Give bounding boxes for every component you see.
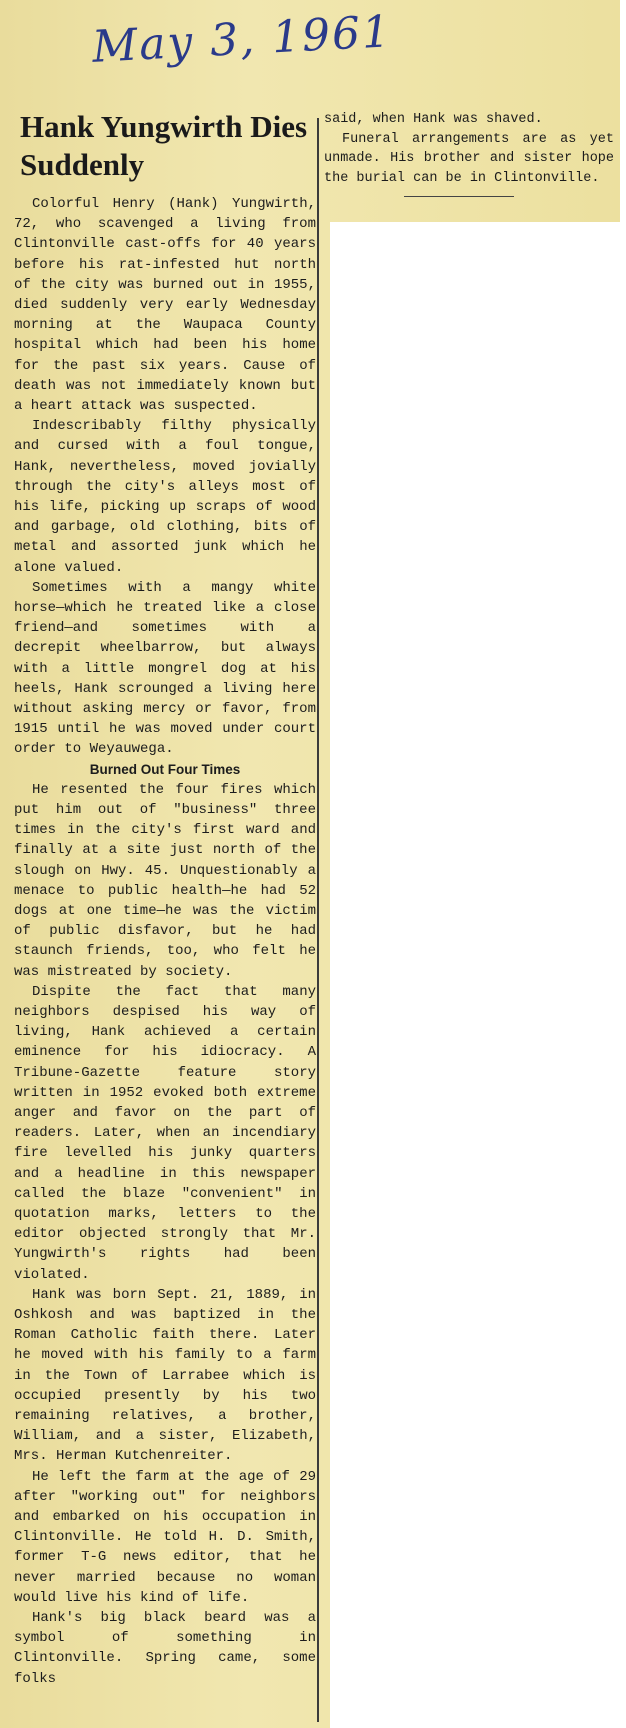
paragraph: Hank was born Sept. 21, 1889, in Oshkosh and was baptized in the Roman Catholic faith there. Later he moved with his family to a farm in the Town of Larrabee which is occupied presently by his two remaining relatives, a brother, William, and a sister, Elizabeth, Mrs. Herman Kutchenreiter. [14, 1286, 316, 1465]
blank-area [330, 222, 626, 1728]
paragraph: Funeral arrangements are as yet unmade. His brother and sister hope the burial can be in Clintonville. [324, 131, 614, 186]
subheading: Burned Out Four Times [89, 761, 241, 777]
article-left-column [14, 108, 316, 1689]
paragraph: Sometimes with a mangy white horse—which he treated like a close friend—and sometimes with a decrepit wheelbarrow, but always with a little mongrel dog at his heels, Hank scrounged a living here without asking mercy or favor, from 1915 until he was moved under court order to Weyauwega. [14, 579, 316, 758]
headline: Hank Yungwirth Dies Suddenly [20, 109, 308, 182]
article-right-column [324, 110, 614, 197]
paragraph: Dispite the fact that many neighbors despised his way of living, Hank achieved a certain eminence for his idiocracy. A Tribune-Gazette feature story written in 1952 evoked both extreme anger and favor on the part of readers. Later, when an incendiary fire levelled his junky quarters and a headline in this newspaper called the blaze "convenient" in quotation marks, letters to the editor objected strongly that Mr. Yungwirth's rights had been violated. [14, 983, 316, 1283]
paragraph: He left the farm at the age of 29 after "working out" for neighbors and embarked on his occupation in Clintonville. He told H. D. Smith, former T-G news editor, that he never married because no woman would live his kind of life. [14, 1468, 316, 1606]
end-rule [404, 196, 514, 197]
column-divider [317, 118, 319, 1722]
paragraph: Hank's big black beard was a symbol of something in Clintonville. Spring came, some folks [14, 1610, 316, 1687]
handwritten-date: May 3, 1961 [90, 6, 394, 73]
paragraph: He resented the four fires which put him out of "business" three times in the city's first ward and finally at a site just north of the slough on Hwy. 45. Unquestionably a menace to public health—he had 52 dogs at one time—he was the victim of public disfavor, but he had staunch friends, too, who felt he was mistreated by society. [14, 781, 316, 980]
paragraph: Colorful Henry (Hank) Yungwirth, 72, who scavenged a living from Clintonville cast-offs for 40 years before his rat-infested hut north of the city was burned out in 1955, died suddenly very early Wednesday morning at the Waupaca County hospital which had been his home for the past six years. Cause of death was not immediately known but a heart attack was suspected. [14, 196, 316, 415]
paragraph: said, when Hank was shaved. [324, 112, 543, 127]
paragraph: Indescribably filthy physically and cursed with a foul tongue, Hank, nevertheless, moved jovially through the city's alleys most of his life, picking up scraps of wood and garbage, old clothing, bits of metal and assorted junk which he alone valued. [14, 418, 316, 576]
